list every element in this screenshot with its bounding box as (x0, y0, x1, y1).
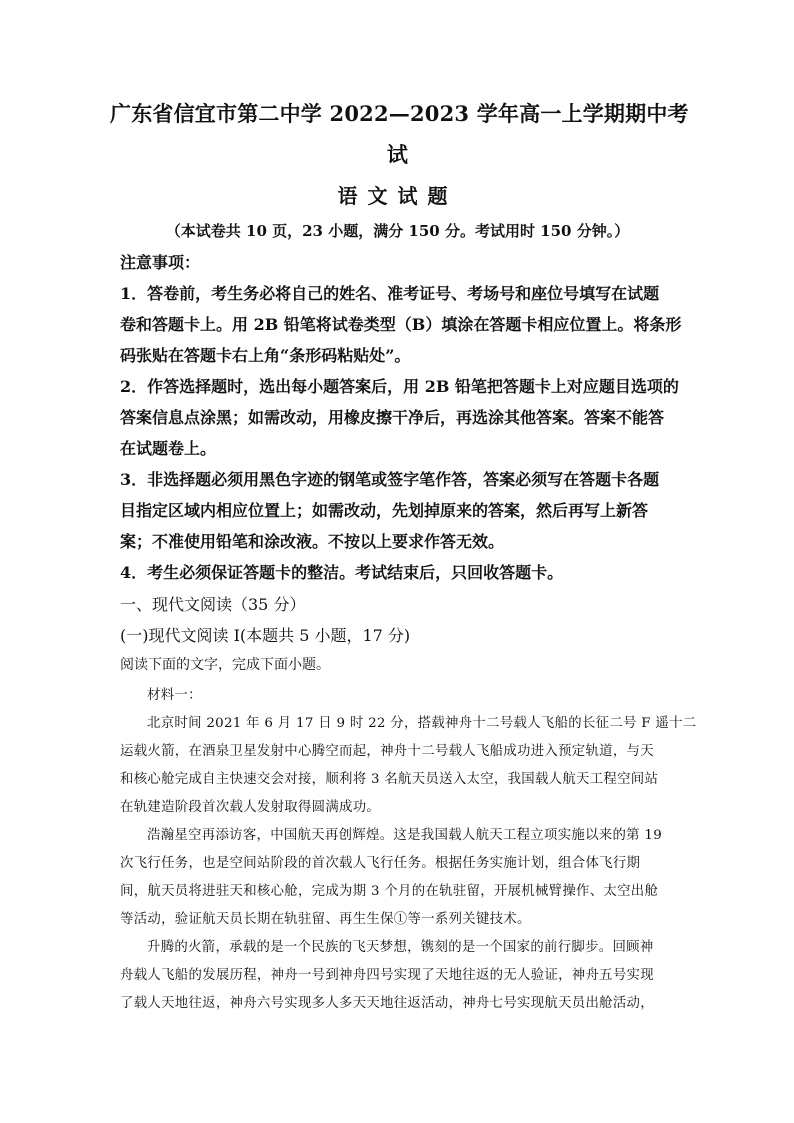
note-line: 卷和答题卡上。用 2B 铅笔将试卷类型（B）填涂在答题卡相应位置上。将条形 (120, 315, 682, 334)
material-label: 材料一： (147, 688, 202, 703)
passage-line: 运载火箭，在酒泉卫星发射中心腾空而起，神舟十二号载人飞船成功进入预定轨道，与天 (120, 744, 654, 759)
passage-line: 等活动，验证航天员长期在轨驻留、再生生保①等一系列关键技术。 (120, 912, 531, 927)
exam-info: （本试卷共 10 页，23 小题，满分 150 分。考试用时 150 分钟。） (165, 222, 630, 240)
reading-instruction: 阅读下面的文字，完成下面小题。 (120, 657, 330, 673)
passage-line: 舟载人飞船的发展历程，神舟一号到神舟四号实现了天地往返的无人验证，神舟五号实现 (120, 968, 654, 983)
notes-heading: 注意事项： (120, 253, 201, 272)
note-line: 码张贴在答题卡右上角“条形码粘贴处”。 (120, 346, 411, 365)
passage-line: 次飞行任务，也是空间站阶段的首次载人飞行任务。根据任务实施计划，组合体飞行期 (120, 856, 641, 871)
note-line: 3．非选择题必须用黑色字迹的钢笔或签字笔作答，答案必须写在答题卡各题 (120, 470, 660, 489)
passage-line: 北京时间 2021 年 6 月 17 日 9 时 22 分，搭载神舟十二号载人飞船的长征二号 F 遥十二 (147, 716, 697, 731)
subject-title: 语文试题 (337, 184, 458, 208)
section-heading: 一、现代文阅读（35 分） (120, 595, 306, 614)
subsection-heading: (一)现代文阅读 I(本题共 5 小题，17 分) (120, 626, 411, 645)
passage-line: 和核心舱完成自主快速交会对接，顺利将 3 名航天员送入太空，我国载人航天工程空间站 (120, 772, 659, 787)
note-line: 1．答卷前，考生务必将自己的姓名、准考证号、考场号和座位号填写在试题 (120, 284, 660, 303)
passage-line: 升腾的火箭，承载的是一个民族的飞天梦想，镌刻的是一个国家的前行脚步。回顾神 (147, 940, 654, 955)
passage-line: 在轨建造阶段首次载人发射取得圆满成功。 (120, 800, 381, 815)
note-line: 4．考生必须保证答题卡的整洁。考试结束后，只回收答题卡。 (120, 563, 564, 582)
passage-line: 浩瀚星空再添访客，中国航天再创辉煌。这是我国载人航天工程立项实施以来的第 19 (147, 828, 663, 843)
exam-title-line-1: 广东省信宜市第二中学 2022—2023 学年高一上学期期中考 (110, 101, 689, 126)
note-line: 2．作答选择题时，选出每小题答案后，用 2B 铅笔把答题卡上对应题目选项的 (120, 377, 679, 396)
note-line: 答案信息点涂黑；如需改动，用橡皮擦干净后，再选涂其他答案。答案不能答 (120, 408, 665, 427)
passage-line: 了载人天地往返，神舟六号实现多人多天天地往返活动，神舟七号实现航天员出舱活动， (120, 996, 654, 1011)
note-line: 案；不准使用铅笔和涂改液。不按以上要求作答无效。 (120, 532, 505, 551)
note-line: 在试题卷上。 (120, 439, 217, 458)
note-line: 目指定区域内相应位置上；如需改动，先划掉原来的答案，然后再写上新答 (120, 501, 649, 520)
passage-line: 间，航天员将进驻天和核心舱，完成为期 3 个月的在轨驻留，开展机械臂操作、太空出舱 (120, 884, 659, 899)
exam-title-line-2: 试 (386, 142, 409, 167)
